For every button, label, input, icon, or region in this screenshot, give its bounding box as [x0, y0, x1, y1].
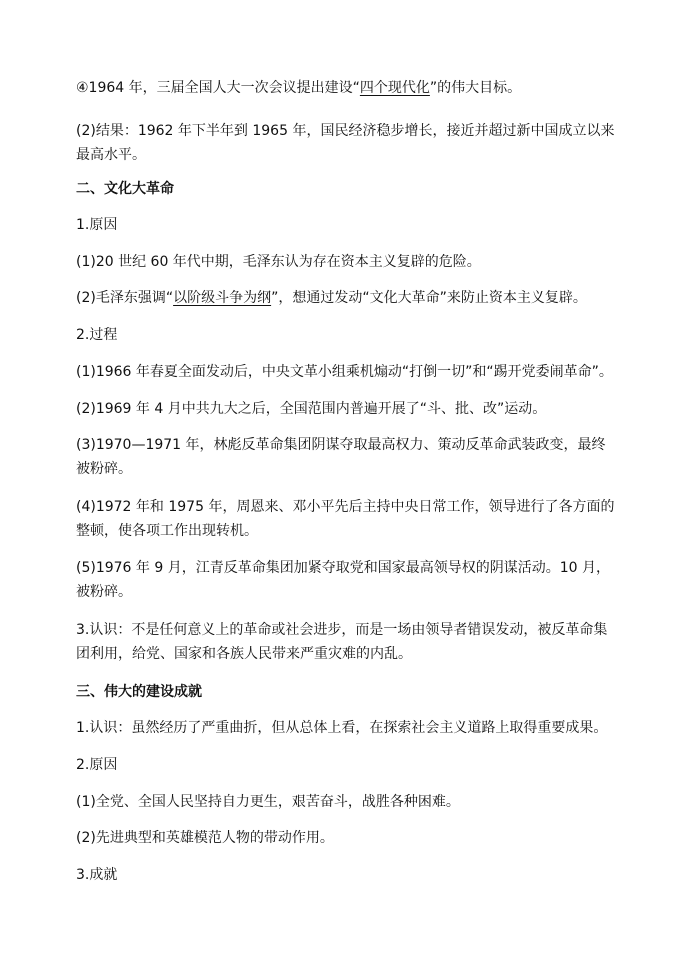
text: (2)毛泽东强调“ — [76, 290, 174, 306]
text: ④1964 年，三届全国人大一次会议提出建设“ — [76, 80, 360, 96]
underlined-term: 以阶级斗争为纲 — [173, 290, 272, 306]
paragraph-process-5: (5)1976 年 9 月，江青反革命集团加紧夺取党和国家最高领导权的阴谋活动。10 月，被粉碎。 — [76, 560, 610, 600]
section-heading-achievements: 三、伟大的建设成就 — [76, 684, 202, 700]
text: ”，想通过发动“文化大革命”来防止资本主义复辟。 — [271, 290, 587, 306]
paragraph-reason-2: (2)先进典型和英雄模范人物的带动作用。 — [76, 830, 334, 846]
paragraph-cause-2 — [76, 286, 616, 310]
subheading-achievements: 3.成就 — [76, 867, 118, 883]
subheading-causes: 1.原因 — [76, 217, 118, 233]
paragraph-process-3: (3)1970—1971 年，林彪反革命集团阴谋夺取最高权力、策动反革命武装政变，最终被粉碎。 — [76, 437, 606, 477]
paragraph-assessment: 3.认识：不是任何意义上的革命或社会进步，而是一场由领导者错误发动，被反革命集团利用，给党、国家和各族人民带来严重灾难的内乱。 — [76, 622, 608, 662]
paragraph-process-1: (1)1966 年春夏全面发动后，中央文革小组乘机煽动“打倒一切”和“踢开党委闹革命”。 — [76, 364, 613, 380]
subheading-reasons: 2.原因 — [76, 757, 118, 773]
text: ”的伟大目标。 — [429, 80, 522, 96]
paragraph-cause-1: (1)20 世纪 60 年代中期，毛泽东认为存在资本主义复辟的危险。 — [76, 254, 481, 270]
paragraph-process-4: (4)1972 年和 1975 年，周恩来、邓小平先后主持中央日常工作，领导进行了各方面的整顿，使各项工作出现转机。 — [76, 499, 615, 539]
section-heading-cultural-revolution: 二、文化大革命 — [76, 181, 174, 197]
paragraph-achievement-assessment: 1.认识：虽然经历了严重曲折，但从总体上看，在探索社会主义道路上取得重要成果。 — [76, 720, 608, 736]
subheading-process: 2.过程 — [76, 327, 118, 343]
paragraph-process-2: (2)1969 年 4 月中共九大之后，全国范围内普遍开展了“斗、批、改”运动。 — [76, 401, 547, 417]
underlined-term: 四个现代化 — [359, 80, 430, 96]
paragraph-result: (2)结果：1962 年下半年到 1965 年，国民经济稳步增长，接近并超过新中国成立以来最高水平。 — [76, 123, 615, 163]
paragraph-four-modernizations — [76, 76, 616, 100]
paragraph-reason-1: (1)全党、全国人民坚持自力更生，艰苦奋斗，战胜各种困难。 — [76, 794, 460, 810]
